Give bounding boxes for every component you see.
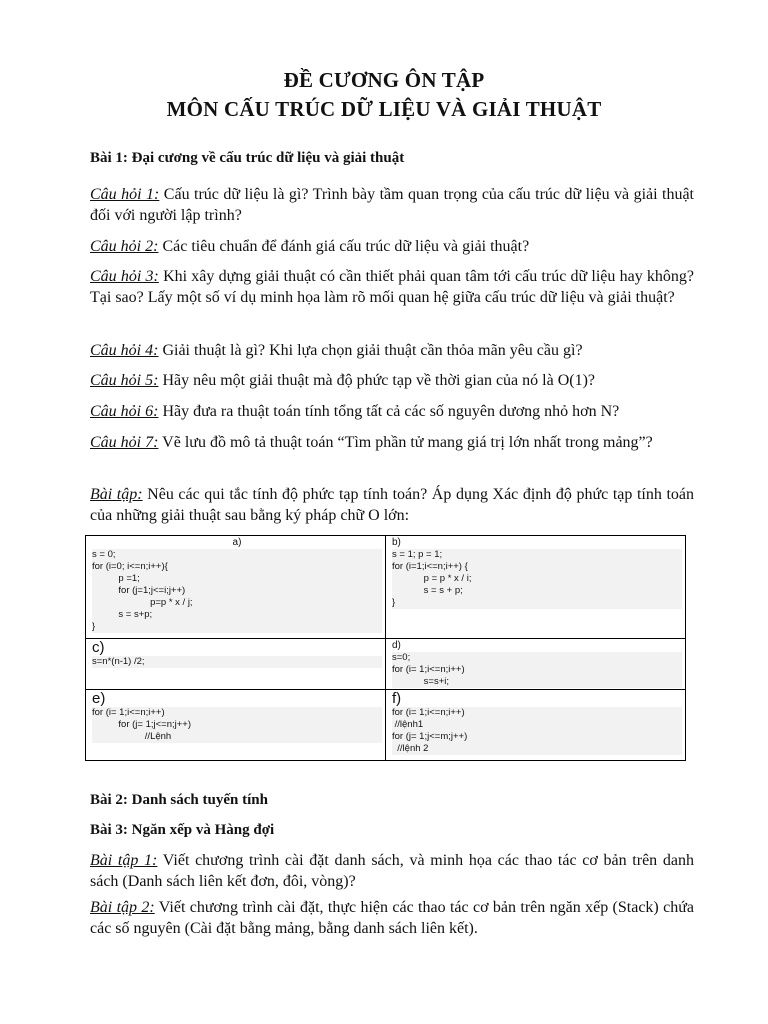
cell-label: f) <box>392 690 402 707</box>
question-label: Câu hỏi 2: <box>90 238 159 255</box>
exercise-text: Nêu các qui tắc tính độ phức tạp tính toán? Áp dụng Xác định độ phức tạp tính toán của những giải thuật sau bằng ký pháp chữ O lớn: <box>90 486 694 524</box>
question-3 <box>90 266 694 308</box>
table-row <box>86 639 686 690</box>
table-cell-b <box>386 536 686 639</box>
document-title: ĐỀ CƯƠNG ÔN TẬP <box>283 68 485 92</box>
question-5 <box>90 370 694 391</box>
exercise-text: Viết chương trình cài đặt danh sách, và minh họa các thao tác cơ bản trên danh sách (Danh sách liên kết đơn, đôi, vòng)? <box>90 852 694 890</box>
cell-label: a) <box>232 537 242 548</box>
section-heading-bai3: Bài 3: Ngăn xếp và Hàng đợi <box>90 822 275 838</box>
table-cell-e <box>86 690 386 761</box>
question-2 <box>90 236 694 257</box>
code-block: s=n*(n-1) /2; <box>92 656 382 668</box>
exercise-text: Viết chương trình cài đặt, thực hiện các thao tác cơ bản trên ngăn xếp (Stack) chứa các số nguyên (Cài đặt bằng mảng, bằng danh sách liên kết). <box>90 899 695 937</box>
question-label: Câu hỏi 6: <box>90 403 159 420</box>
exercise-2 <box>90 897 694 939</box>
question-1 <box>90 184 694 226</box>
table-cell-a <box>86 536 386 639</box>
code-block: s = 1; p = 1; for (i=1;i<=n;i++) { p = p * x / i; s = s + p; } <box>392 549 682 609</box>
table-cell-f <box>386 690 686 761</box>
code-block: for (i= 1;i<=n;i++) //lệnh1 for (j= 1;j<=m;j++) //lệnh 2 <box>392 707 682 755</box>
exercise-label: Bài tập 2: <box>90 899 155 916</box>
table-cell-c <box>86 639 386 690</box>
code-block: s=0; for (i= 1;i<=n;i++) s=s+i; <box>392 652 682 688</box>
exercise-label: Bài tập 1: <box>90 852 158 869</box>
code-block: for (i= 1;i<=n;i++) for (j= 1;j<=n;j++) //Lệnh <box>92 707 382 743</box>
cell-label: c) <box>92 639 105 656</box>
exercise-label: Bài tập: <box>90 486 143 503</box>
cell-label: b) <box>392 537 401 548</box>
question-4 <box>90 340 694 361</box>
question-text: Giải thuật là gì? Khi lựa chọn giải thuật cần thỏa mãn yêu cầu gì? <box>158 342 583 359</box>
question-6 <box>90 401 694 422</box>
table-row <box>86 690 686 761</box>
exercise-intro <box>90 484 694 526</box>
question-7 <box>90 432 694 453</box>
question-text: Vẽ lưu đồ mô tả thuật toán “Tìm phần tử mang giá trị lớn nhất trong mảng”? <box>158 434 653 451</box>
question-label: Câu hỏi 4: <box>90 342 159 359</box>
question-label: Câu hỏi 5: <box>90 372 159 389</box>
question-text: Hãy nêu một giải thuật mà độ phức tạp về thời gian của nó là O(1)? <box>158 372 596 389</box>
table-row <box>86 536 686 639</box>
question-text: Khi xây dựng giải thuật có cần thiết phải quan tâm tới cấu trúc dữ liệu hay không? Tại sao? Lấy một số ví dụ minh họa làm rõ mối quan hệ giữa cấu trúc dữ liệu và giải thuật? <box>90 268 694 306</box>
question-label: Câu hỏi 1: <box>90 186 160 203</box>
cell-label: d) <box>392 640 401 651</box>
section-heading-bai2: Bài 2: Danh sách tuyến tính <box>90 792 268 808</box>
question-text: Hãy đưa ra thuật toán tính tổng tất cả các số nguyên dương nhỏ hơn N? <box>158 403 620 420</box>
document-subtitle: MÔN CẤU TRÚC DỮ LIỆU VÀ GIẢI THUẬT <box>166 97 602 121</box>
question-text: Các tiêu chuẩn để đánh giá cấu trúc dữ liệu và giải thuật? <box>158 238 530 255</box>
table-cell-d <box>386 639 686 690</box>
question-label: Câu hỏi 3: <box>90 268 159 285</box>
question-text: Cấu trúc dữ liệu là gì? Trình bày tầm quan trọng của cấu trúc dữ liệu và giải thuật đối với người lập trình? <box>90 186 694 224</box>
section-heading-bai1: Bài 1: Đại cương về cấu trúc dữ liệu và giải thuật <box>90 150 405 166</box>
exercise-1 <box>90 850 694 892</box>
cell-label: e) <box>92 690 106 707</box>
algorithm-table <box>85 535 686 761</box>
question-label: Câu hỏi 7: <box>90 434 159 451</box>
code-block: s = 0; for (i=0; i<=n;i++){ p =1; for (j=1;j<=i;j++) p=p * x / j; s = s+p; } <box>92 549 382 633</box>
